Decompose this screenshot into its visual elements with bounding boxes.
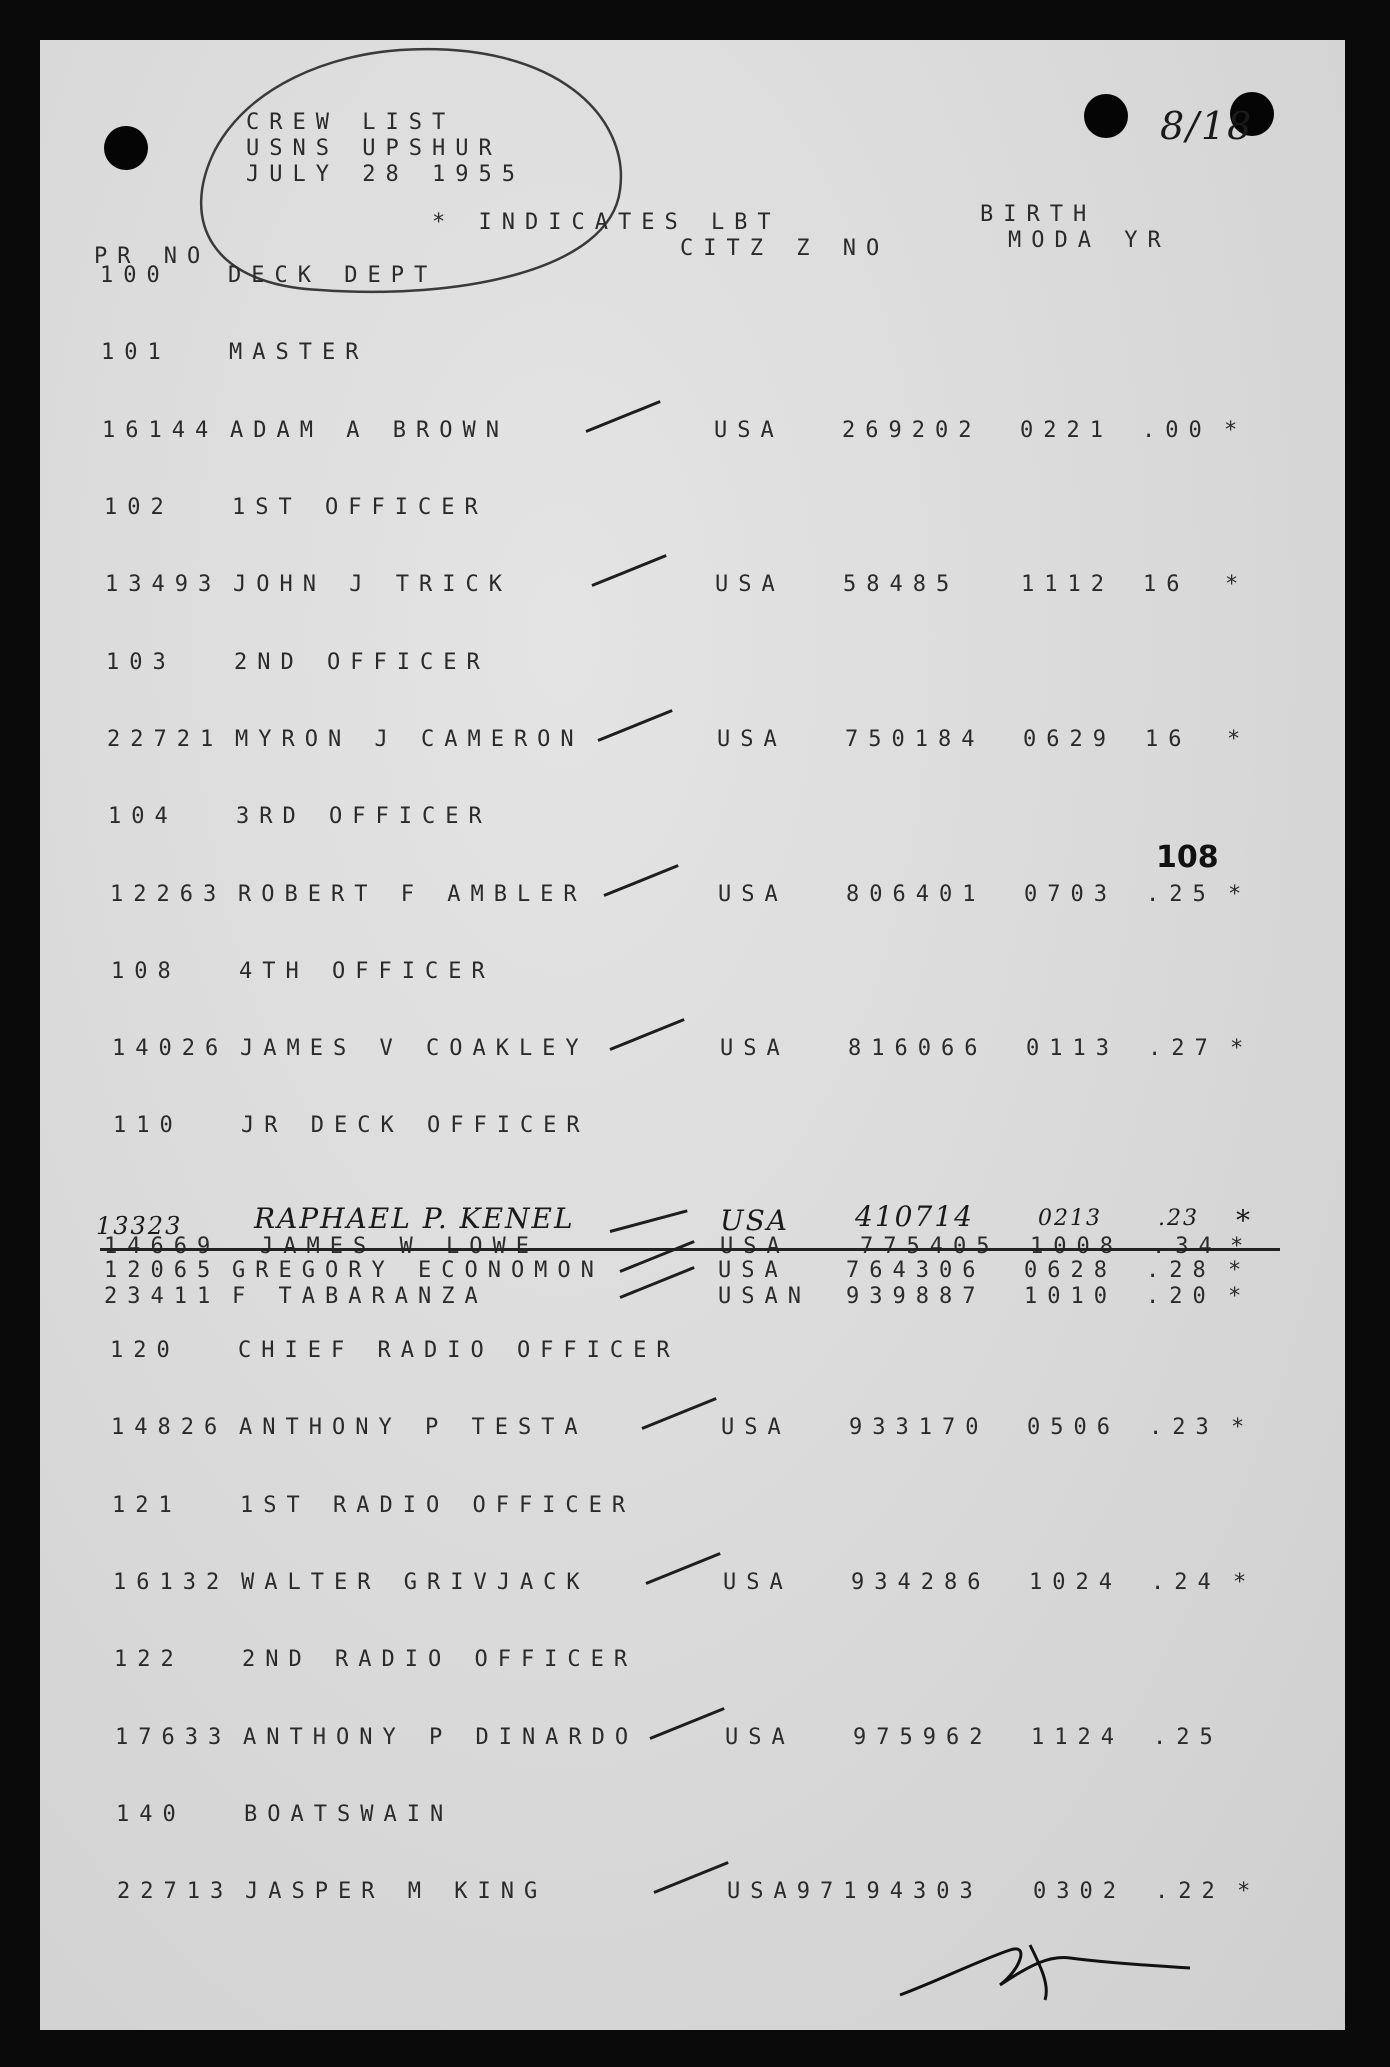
row-text: 1ST OFFICER — [232, 495, 488, 521]
row-text: CHIEF RADIO OFFICER — [238, 1338, 680, 1363]
row-pr: 17633 — [115, 1724, 232, 1750]
row-mark: * — [1233, 1569, 1257, 1595]
struck-z: 775405 — [860, 1234, 1000, 1259]
stamp-number: 108 — [1156, 840, 1219, 875]
row-pr: 100 — [100, 263, 170, 289]
row-text: GREGORY ECONOMON — [232, 1258, 604, 1283]
row-mark: * — [1225, 572, 1249, 598]
header-moda: MODA YR — [1008, 228, 1171, 253]
row-z: 816066 — [848, 1036, 988, 1062]
row-yr: .22 — [1155, 1879, 1225, 1905]
row-pr: 16144 — [102, 417, 219, 443]
row-pr: 23411 — [104, 1284, 221, 1309]
row-mark: * — [1227, 726, 1251, 752]
row-text: JR DECK OFFICER — [241, 1113, 590, 1139]
row-pr: 110 — [113, 1113, 183, 1139]
row-z: 975962 — [853, 1724, 993, 1750]
row-text: BOATSWAIN — [244, 1801, 454, 1827]
row-citz: USAN — [718, 1284, 811, 1309]
row-moda: 1112 — [1021, 572, 1114, 598]
row-pr: 122 — [114, 1647, 184, 1673]
row-pr: 14026 — [112, 1036, 229, 1062]
ink-annotations — [40, 40, 1345, 2030]
row-yr: .24 — [1151, 1569, 1221, 1595]
struck-mark: * — [1230, 1234, 1254, 1259]
header-title: CREW LIST — [246, 110, 456, 135]
row-moda: 0302 — [1033, 1879, 1126, 1905]
row-citz: USA — [718, 881, 788, 907]
row-yr: .25 — [1153, 1724, 1223, 1750]
row-text: JAMES V COAKLEY — [240, 1036, 589, 1062]
row-text: 3RD OFFICER — [236, 804, 492, 830]
row-z: 58485 — [843, 572, 960, 598]
row-moda: 1124 — [1031, 1724, 1124, 1750]
row-z: 269202 — [842, 417, 982, 443]
struck-yr: .34 — [1152, 1234, 1222, 1259]
header-ship: USNS UPSHUR — [246, 136, 502, 161]
row-text: ANTHONY P TESTA — [239, 1415, 588, 1441]
row-yr: .25 — [1146, 881, 1216, 907]
row-z: 750184 — [845, 726, 985, 752]
struck-name: JAMES W LOWE — [260, 1234, 539, 1259]
row-citz: USA — [723, 1569, 793, 1595]
row-z: 939887 — [846, 1284, 986, 1309]
header-date: JULY 28 1955 — [246, 162, 525, 187]
struck-pr: 14669 — [104, 1234, 221, 1259]
header-prno: PR NO — [94, 244, 211, 269]
row-text: 2ND RADIO OFFICER — [242, 1647, 638, 1673]
row-mark: * — [1224, 417, 1248, 443]
row-pr: 102 — [104, 495, 174, 521]
row-text: JOHN J TRICK — [233, 572, 512, 598]
row-text: MASTER — [229, 340, 369, 366]
row-z: 806401 — [846, 881, 986, 907]
row-citz: USA — [714, 417, 784, 443]
row-pr: 140 — [116, 1801, 186, 1827]
row-pr: 14826 — [111, 1415, 228, 1441]
row-text: MYRON J CAMERON — [235, 726, 584, 752]
row-mark: * — [1231, 1415, 1255, 1441]
row-pr: 103 — [106, 649, 176, 675]
hand-z: 410714 — [855, 1200, 974, 1233]
row-yr: .23 — [1149, 1415, 1219, 1441]
header-birth: BIRTH — [980, 202, 1097, 227]
row-pr: 104 — [108, 804, 178, 830]
row-mark: * — [1237, 1879, 1261, 1905]
row-citz: USA — [721, 1415, 791, 1441]
row-mark: * — [1228, 1284, 1252, 1309]
row-yr: 16 — [1143, 572, 1190, 598]
row-yr: .20 — [1146, 1284, 1216, 1309]
row-citz: USA — [718, 1258, 788, 1283]
row-citz: USA — [715, 572, 785, 598]
row-z: 933170 — [849, 1415, 989, 1441]
row-text: DECK DEPT — [228, 263, 438, 289]
row-yr: .28 — [1146, 1258, 1216, 1283]
row-text: ANTHONY P DINARDO — [243, 1724, 639, 1750]
row-pr: 121 — [112, 1492, 182, 1518]
row-moda: 0113 — [1026, 1036, 1119, 1062]
row-pr: 101 — [101, 340, 171, 366]
row-moda: 0703 — [1024, 881, 1117, 907]
row-text: ADAM A BROWN — [230, 417, 509, 443]
row-citz: USA — [717, 726, 787, 752]
row-pr: 120 — [110, 1338, 180, 1363]
row-citz: USA — [725, 1724, 795, 1750]
row-pr: 22713 — [117, 1879, 234, 1905]
row-text: ROBERT F AMBLER — [238, 881, 587, 907]
row-mark: * — [1230, 1036, 1254, 1062]
struck-citz: USA — [720, 1234, 790, 1259]
hand-moda: 0213 — [1038, 1206, 1102, 1231]
header-citz: CITZ Z NO — [680, 236, 890, 261]
row-moda: 0629 — [1023, 726, 1116, 752]
row-mark: * — [1228, 881, 1252, 907]
row-yr: .27 — [1148, 1036, 1218, 1062]
row-text: 2ND OFFICER — [234, 649, 490, 675]
row-pr: 12263 — [110, 881, 227, 907]
document-page — [40, 40, 1345, 2030]
struck-moda: 1008 — [1030, 1234, 1123, 1259]
row-yr: .00 — [1142, 417, 1212, 443]
row-pr: 16132 — [113, 1569, 230, 1595]
row-z: 764306 — [846, 1258, 986, 1283]
row-text: 1ST RADIO OFFICER — [240, 1492, 636, 1518]
corner-mark: 8/18 — [1160, 104, 1254, 148]
row-moda: 0221 — [1020, 417, 1113, 443]
row-moda: 0628 — [1024, 1258, 1117, 1283]
row-citz: USA — [720, 1036, 790, 1062]
row-moda: 1024 — [1029, 1569, 1122, 1595]
row-mark: * — [1228, 1258, 1252, 1283]
strikethrough-line — [100, 1248, 1280, 1251]
row-pr: 22721 — [107, 726, 224, 752]
row-moda: 1010 — [1024, 1284, 1117, 1309]
hand-pr: 13323 — [96, 1212, 183, 1240]
row-pr: 13493 — [105, 572, 222, 598]
row-z: 934286 — [851, 1569, 991, 1595]
header-legend: * INDICATES LBT — [432, 210, 781, 235]
row-moda: 0506 — [1027, 1415, 1120, 1441]
signature-mark — [900, 1945, 1190, 2000]
row-text: F TABARANZA — [232, 1284, 488, 1309]
hand-yr: .23 — [1158, 1206, 1199, 1231]
hand-name: RAPHAEL P. KENEL — [254, 1202, 575, 1235]
hand-citz: USA — [720, 1204, 789, 1237]
row-pr: 108 — [111, 958, 181, 984]
hand-mark: * — [1236, 1204, 1252, 1237]
row-text: 4TH OFFICER — [239, 958, 495, 984]
row-text: WALTER GRIVJACK — [241, 1569, 590, 1595]
row-yr: 16 — [1145, 726, 1192, 752]
row-citz: USA97194303 — [727, 1879, 983, 1905]
row-text: JASPER M KING — [245, 1879, 548, 1905]
row-pr: 12065 — [104, 1258, 221, 1283]
